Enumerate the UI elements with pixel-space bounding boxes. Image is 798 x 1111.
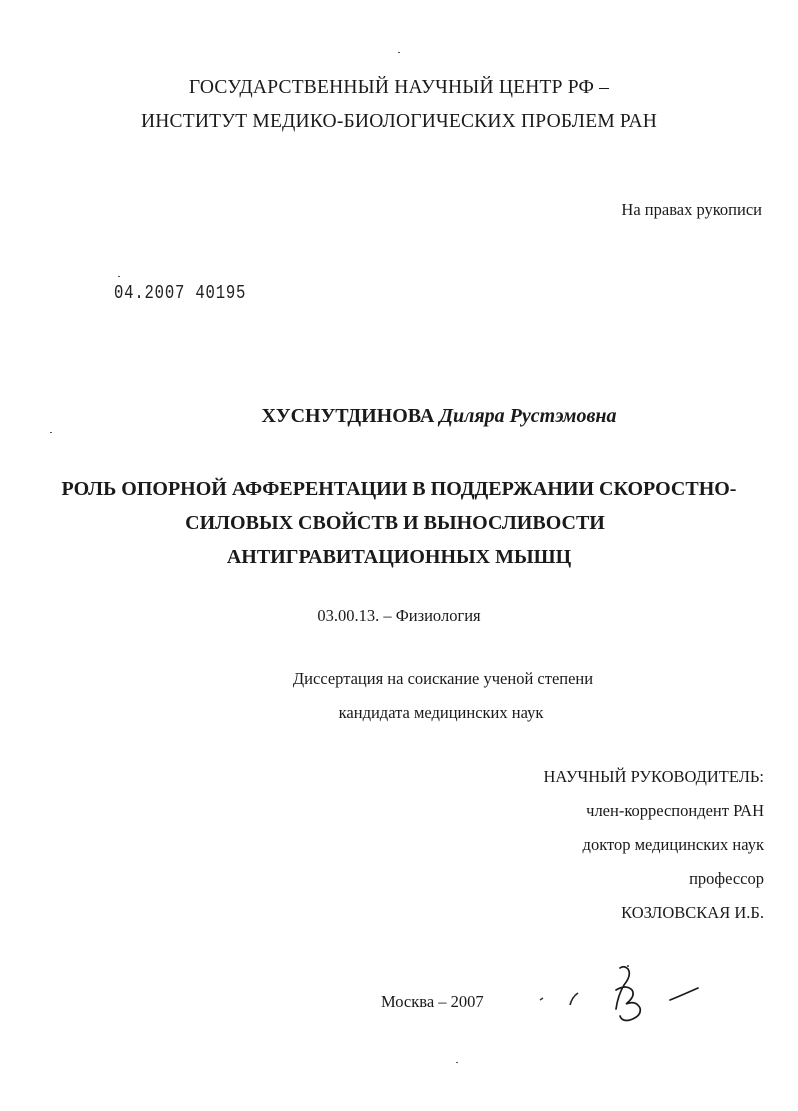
signature-mark: [530, 960, 710, 1030]
degree-line-2: кандидата медицинских наук: [338, 703, 544, 722]
specialty: 03.00.13. – Физиология: [317, 606, 481, 625]
degree-line-1: Диссертация на соискание ученой степени: [292, 669, 594, 688]
place-year: Москва – 2007: [381, 992, 484, 1011]
title-line-2: СИЛОВЫХ СВОЙСТВ И ВЫНОСЛИВОСТИ: [185, 512, 605, 534]
title-line-1: РОЛЬ ОПОРНОЙ АФФЕРЕНТАЦИИ В ПОДДЕРЖАНИИ СКОРОСТНО-: [61, 478, 737, 500]
supervisor-heading: НАУЧНЫЙ РУКОВОДИТЕЛЬ:: [543, 767, 764, 786]
supervisor-title-2: доктор медицинских наук: [582, 835, 764, 854]
supervisor-name: КОЗЛОВСКАЯ И.Б.: [621, 903, 764, 922]
scan-speck: [50, 432, 52, 433]
author-given-names: Диляра Рустэмовна: [439, 405, 617, 427]
author-surname: ХУСНУТДИНОВА: [261, 405, 435, 427]
institution-line-2: ИНСТИТУТ МЕДИКО-БИОЛОГИЧЕСКИХ ПРОБЛЕМ РАН: [140, 111, 658, 132]
title-line-3: АНТИГРАВИТАЦИОННЫХ МЫШЦ: [226, 546, 572, 568]
manuscript-note: На правах рукописи: [621, 200, 762, 219]
author-name: [40, 405, 798, 428]
scan-speck: [398, 52, 400, 53]
scan-speck: [118, 276, 120, 277]
supervisor-title-3: профессор: [689, 869, 764, 888]
scan-speck: [456, 1062, 458, 1063]
institution-line-1: ГОСУДАРСТВЕННЫЙ НАУЧНЫЙ ЦЕНТР РФ –: [188, 77, 610, 98]
registry-code: 04.2007 40195: [114, 282, 247, 304]
supervisor-title-1: член-корреспондент РАН: [586, 801, 764, 820]
